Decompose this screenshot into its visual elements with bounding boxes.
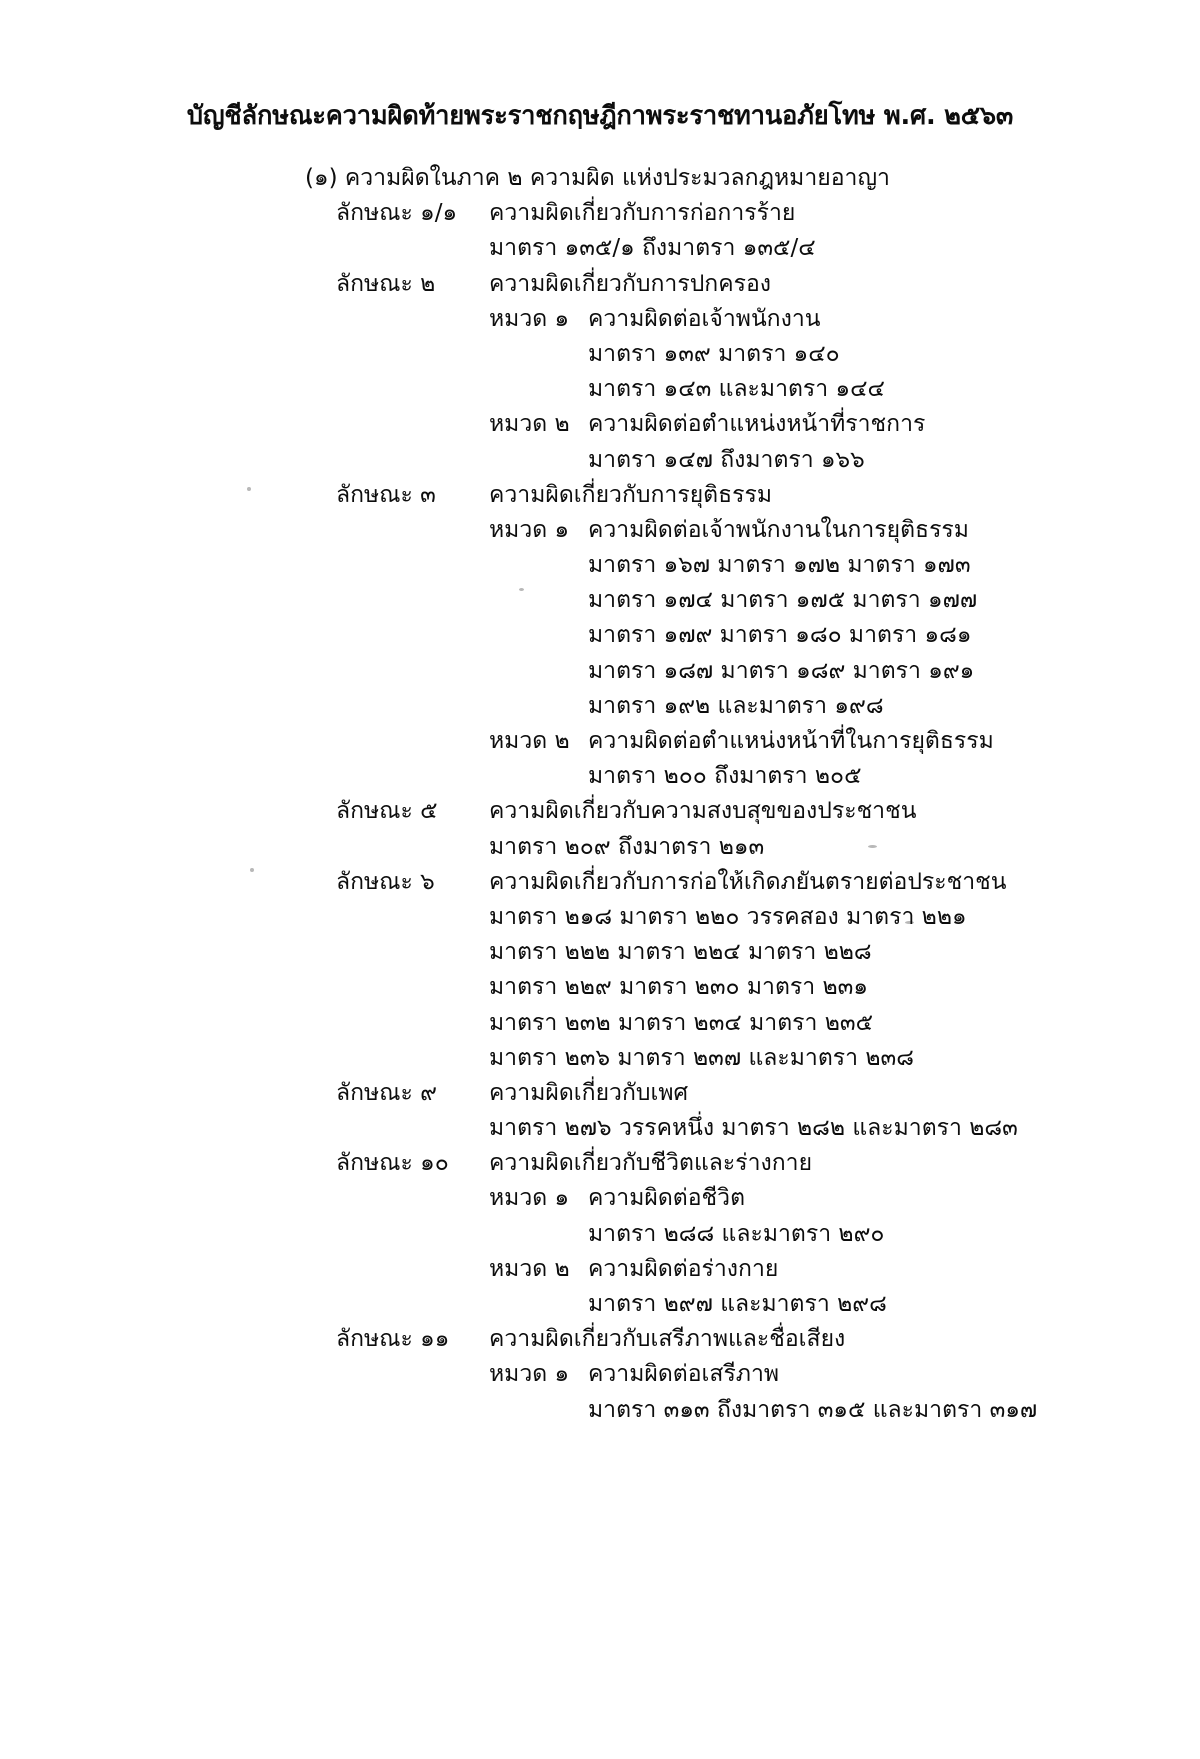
section-reference: มาตรา ๒๑๘ มาตรา ๒๒๐ วรรคสอง มาตรา ๒๒๑ [489,903,967,930]
section-reference: มาตรา ๒๘๘ และมาตรา ๒๙๐ [588,1220,885,1247]
chapter-label: หมวด ๒ [489,728,570,754]
chapter-label: หมวด ๑ [489,1361,570,1388]
section-reference: มาตรา ๒๗๖ วรรคหนึ่ง มาตรา ๒๘๒ และมาตรา ๒๘๓ [489,1115,1018,1142]
offence-line [0,477,1200,512]
offence-title: ความผิดต่อตำแหน่งหน้าที่ราชการ [588,411,926,438]
offence-line [0,1321,1200,1356]
offence-title: ความผิดเกี่ยวกับการยุติธรรม [489,481,773,508]
offence-title: ความผิดเกี่ยวกับเพศ [489,1079,689,1106]
offence-line [0,793,1200,828]
offence-title: ความผิดต่อเจ้าพนักงานในการยุติธรรม [588,516,969,543]
category-label: ลักษณะ ๑๑ [336,1326,450,1353]
offence-title: ความผิดเกี่ยวกับความสงบสุขของประชาชน [489,798,917,825]
section-reference: มาตรา ๑๔๗ ถึงมาตรา ๑๖๖ [588,446,865,473]
offence-line [0,934,1200,969]
category-label: ลักษณะ ๑๐ [336,1150,449,1177]
offence-line [0,1005,1200,1040]
section-reference: มาตรา ๒๒๙ มาตรา ๒๓๐ มาตรา ๒๓๑ [489,974,868,1001]
offence-line [0,653,1200,688]
offence-line [0,688,1200,723]
offence-title: ความผิดเกี่ยวกับการก่อการร้าย [489,200,796,227]
category-label: ลักษณะ ๙ [336,1079,438,1106]
offence-line [0,442,1200,477]
chapter-label: หมวด ๑ [489,305,570,332]
chapter-label: หมวด ๒ [489,411,570,438]
offence-line [0,1110,1200,1145]
offence-line [0,266,1200,301]
section-reference: มาตรา ๑๗๔ มาตรา ๑๗๕ มาตรา ๑๗๗ [588,587,978,614]
section-reference: มาตรา ๑๗๙ มาตรา ๑๘๐ มาตรา ๑๘๑ [588,622,972,649]
chapter-label: หมวด ๒ [489,1255,570,1282]
section-reference: มาตรา ๒๙๗ และมาตรา ๒๙๘ [588,1291,887,1317]
offence-line [0,371,1200,406]
offence-line [0,1356,1200,1391]
section-reference: มาตรา ๓๑๓ ถึงมาตรา ๓๑๕ และมาตรา ๓๑๗ [588,1396,1038,1423]
offence-line [0,301,1200,336]
offence-line [0,1216,1200,1251]
offence-line [0,617,1200,652]
offence-line [0,829,1200,864]
section-reference: มาตรา ๒๓๖ มาตรา ๒๓๗ และมาตรา ๒๓๘ [489,1044,914,1071]
category-label: ลักษณะ ๕ [336,798,438,825]
section-reference: มาตรา ๑๙๒ และมาตรา ๑๙๘ [588,692,884,719]
offence-line [0,758,1200,793]
category-label: ลักษณะ ๖ [336,868,435,895]
offence-line [0,864,1200,899]
category-label: ลักษณะ ๒ [336,270,436,297]
offence-title: ความผิดต่อร่างกาย [588,1255,779,1282]
offence-line [0,336,1200,371]
offence-title: ความผิดเกี่ยวกับชีวิตและร่างกาย [489,1150,813,1177]
offence-line-list [0,195,1200,1427]
offence-line [0,1251,1200,1286]
category-label: ลักษณะ ๑/๑ [336,200,458,227]
offence-title: ความผิดต่อเสรีภาพ [588,1361,780,1388]
offence-line [0,195,1200,230]
category-label: ลักษณะ ๓ [336,481,436,508]
section-reference: มาตรา ๑๓๙ มาตรา ๑๔๐ [588,340,840,367]
section-reference: มาตรา ๑๔๓ และมาตรา ๑๔๔ [588,376,885,403]
offence-line [0,230,1200,265]
offence-line [0,1392,1200,1427]
offence-line [0,406,1200,441]
intro-text: (๑) ความผิดในภาค ๒ ความผิด แห่งประมวลกฎหมายอาญา [305,165,890,191]
offence-line [0,512,1200,547]
section-reference: มาตรา ๒๓๒ มาตรา ๒๓๔ มาตรา ๒๓๕ [489,1009,874,1036]
intro-line [0,160,1200,195]
chapter-label: หมวด ๑ [489,516,570,543]
offence-line [0,969,1200,1004]
offence-title: ความผิดเกี่ยวกับการปกครอง [489,270,771,297]
section-reference: มาตรา ๒๐๙ ถึงมาตรา ๒๑๓ [489,833,765,860]
offence-line [0,1180,1200,1215]
offence-line [0,899,1200,934]
document-title: บัญชีลักษณะความผิดท้ายพระราชกฤษฎีกาพระราชทานอภัยโทษ พ.ศ. ๒๕๖๓ [186,101,1014,131]
section-reference: มาตรา ๒๒๒ มาตรา ๒๒๔ มาตรา ๒๒๘ [489,939,872,966]
offence-line [0,723,1200,758]
offence-line [0,582,1200,617]
section-reference: มาตรา ๑๓๕/๑ ถึงมาตรา ๑๓๕/๔ [489,235,816,262]
schedule-body [0,160,1200,1427]
offence-line [0,1075,1200,1110]
offence-line [0,1286,1200,1321]
offence-title: ความผิดต่อชีวิต [588,1185,746,1212]
section-reference: มาตรา ๒๐๐ ถึงมาตรา ๒๐๕ [588,763,862,790]
offence-title: ความผิดต่อตำแหน่งหน้าที่ในการยุติธรรม [588,728,994,754]
offence-title: ความผิดเกี่ยวกับเสรีภาพและชื่อเสียง [489,1326,846,1353]
offence-title: ความผิดต่อเจ้าพนักงาน [588,305,821,332]
offence-line [0,1145,1200,1180]
section-reference: มาตรา ๑๖๗ มาตรา ๑๗๒ มาตรา ๑๗๓ [588,552,971,579]
offence-line [0,1040,1200,1075]
offence-line [0,547,1200,582]
section-reference: มาตรา ๑๘๗ มาตรา ๑๘๙ มาตรา ๑๙๑ [588,657,975,684]
offence-title: ความผิดเกี่ยวกับการก่อให้เกิดภยันตรายต่อประชาชน [489,868,1007,895]
chapter-label: หมวด ๑ [489,1185,570,1212]
